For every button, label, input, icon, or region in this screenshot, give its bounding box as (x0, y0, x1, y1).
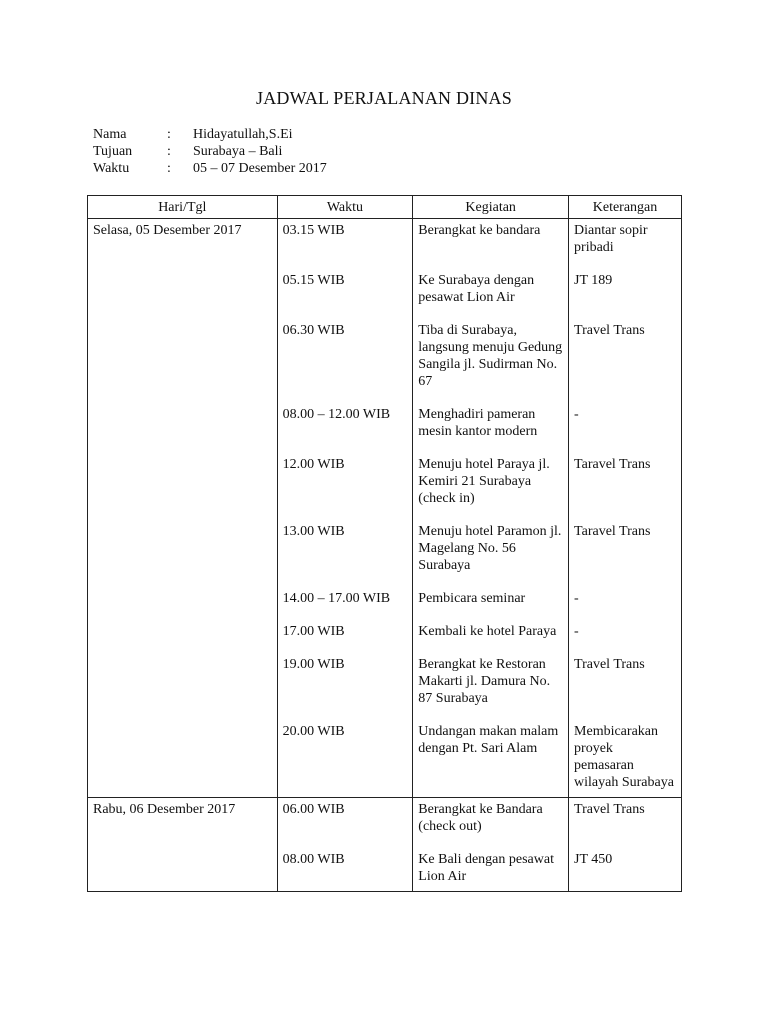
header-keterangan: Keterangan (569, 196, 682, 219)
day-cell: Rabu, 06 Desember 2017 (88, 798, 278, 892)
time-cell: 20.00 WIB (277, 720, 413, 798)
info-label: Tujuan (93, 144, 133, 159)
activity-cell: Ke Surabaya dengan pesawat Lion Air (413, 269, 569, 319)
time-cell: 12.00 WIB (277, 453, 413, 520)
time-cell: 17.00 WIB (277, 620, 413, 653)
info-row-waktu (93, 160, 327, 177)
info-label: Nama (93, 127, 127, 142)
schedule-table (87, 195, 682, 892)
info-separator: : (167, 144, 171, 159)
activity-cell: Berangkat ke bandara (413, 219, 569, 270)
activity-cell: Undangan makan malam dengan Pt. Sari Alam (413, 720, 569, 798)
note-cell: Travel Trans (569, 653, 682, 720)
activity-cell: Tiba di Surabaya, langsung menuju Gedung Sangila jl. Sudirman No. 67 (413, 319, 569, 403)
note-cell: JT 450 (569, 848, 682, 892)
note-cell: Travel Trans (569, 798, 682, 849)
activity-cell: Ke Bali dengan pesawat Lion Air (413, 848, 569, 892)
activity-cell: Berangkat ke Restoran Makarti jl. Damura No. 87 Surabaya (413, 653, 569, 720)
header-waktu: Waktu (277, 196, 413, 219)
time-cell: 13.00 WIB (277, 520, 413, 587)
activity-cell: Pembicara seminar (413, 587, 569, 620)
time-cell: 19.00 WIB (277, 653, 413, 720)
note-cell: - (569, 620, 682, 653)
info-label: Waktu (93, 161, 130, 176)
info-value: Hidayatullah,S.Ei (193, 127, 293, 142)
note-cell: Taravel Trans (569, 520, 682, 587)
info-row-nama (93, 126, 327, 143)
activity-cell: Kembali ke hotel Paraya (413, 620, 569, 653)
header-hari-tgl: Hari/Tgl (88, 196, 278, 219)
time-cell: 08.00 – 12.00 WIB (277, 403, 413, 453)
info-value: 05 – 07 Desember 2017 (193, 161, 327, 176)
time-cell: 06.30 WIB (277, 319, 413, 403)
note-cell: Diantar sopir pribadi (569, 219, 682, 270)
note-cell: JT 189 (569, 269, 682, 319)
activity-cell: Menuju hotel Paraya jl. Kemiri 21 Surabaya (check in) (413, 453, 569, 520)
header-kegiatan: Kegiatan (413, 196, 569, 219)
info-row-tujuan (93, 143, 327, 160)
time-cell: 05.15 WIB (277, 269, 413, 319)
note-cell: - (569, 587, 682, 620)
activity-cell: Menuju hotel Paramon jl. Magelang No. 56 Surabaya (413, 520, 569, 587)
document-title: JADWAL PERJALANAN DINAS (256, 88, 512, 108)
time-cell: 08.00 WIB (277, 848, 413, 892)
table-row (88, 219, 682, 270)
activity-cell: Berangkat ke Bandara (check out) (413, 798, 569, 849)
table-header-row (88, 196, 682, 219)
time-cell: 03.15 WIB (277, 219, 413, 270)
activity-cell: Menghadiri pameran mesin kantor modern (413, 403, 569, 453)
info-separator: : (167, 127, 171, 142)
table-row (88, 798, 682, 849)
day-cell: Selasa, 05 Desember 2017 (88, 219, 278, 798)
note-cell: Taravel Trans (569, 453, 682, 520)
trip-info (93, 126, 327, 177)
note-cell: Membicarakan proyek pemasaran wilayah Surabaya (569, 720, 682, 798)
note-cell: - (569, 403, 682, 453)
note-cell: Travel Trans (569, 319, 682, 403)
time-cell: 06.00 WIB (277, 798, 413, 849)
time-cell: 14.00 – 17.00 WIB (277, 587, 413, 620)
info-value: Surabaya – Bali (193, 144, 283, 159)
info-separator: : (167, 161, 171, 176)
